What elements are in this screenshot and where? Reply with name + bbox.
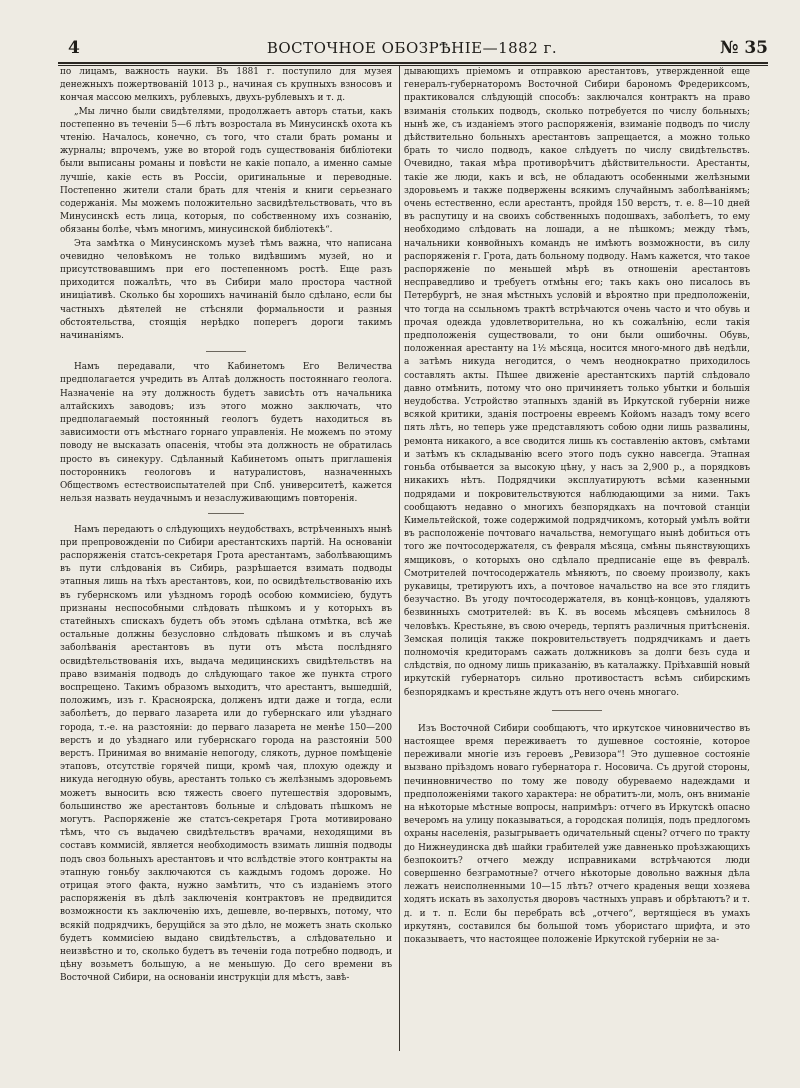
newspaper-title: ВОСТОЧНОЕ ОБОЗРѢНІЕ—1882 г. — [266, 39, 558, 57]
article-paragraph: дывающихъ пріемомъ и отправкою арестантовъ, утвержденной еще генералъ-губернаторомъ Восточной Сибири барономъ Фредериксомъ, практиковался слѣдующій способъ: заключался контрактъ на право взиманія стольких подводъ, сколько потребуется по числу больныхъ; нынѣ же, съ изданіемъ этого распоряженія, взиманіе подводъ по числу дѣйствительно больныхъ арестантовъ запрещается, а можно только брать то число подводъ, какое слѣдуетъ по числу свидѣтельствъ. Очевидно, такая мѣра противорѣчитъ дѣйствительности. Арестанты, такіе же люди, какъ и всѣ, не обладаютъ особенными желѣзными здоровьемъ и также подвержены всякимъ случайнымъ заболѣваніямъ; очень естественно, если арестантъ, пройдя 150 верстъ, т. е. 8—10 дней въ распутицу и на своихъ собственныхъ подошвахъ, заболѣетъ, то ему необходимо слѣдовать на лошади, а не пѣшкомъ; между тѣмъ, начальники конвойныхъ командъ не имѣютъ возможности, въ силу распоряженія г. Грота, дать больному подводу. Намъ кажется, что такое распоряженіе по меньшей мѣрѣ въ отношеніи арестантовъ несправедливо и требуетъ отмѣны его; такъ какъ оно писалось въ Петербургѣ, не зная мѣстныхъ условій и вѣроятно при предположеніи, что тогда на ссыльномъ трактѣ встрѣчаются очень часто и что обувь и прочая одежда удовлетворительна, но къ сожалѣнію, если такія предположенія существовали, то они были ошибочны. Обувь, положенная арестанту на 1½ мѣсяца, носится много-много двѣ недѣли, а затѣмъ никуда негодится, о чемъ неоднократно приходилось составлять акты. Пѣшее движеніе арестантскихъ партій слѣдовало давно отмѣнить, потому что оно причиняетъ только убытки и большія неудобства. Устройство этапныхъ зданій въ Иркутской губерніи ниже всякой критики, зданія построены евреемъ Койомъ назадъ тому всего пять лѣтъ, но теперь уже представляютъ собою одни лишь развалины, ремонта никакого, а все сводится лишь къ составленію актовъ, смѣтами и затѣмъ къ складыванію всего этого подъ сукно навсегда. Этапная гоньба отбывается за высокую цѣну, у насъ за 2,900 р., а порядковъ никакихъ нѣтъ. Подрядчики эксплуатируютъ всѣми казенными подрядами и покровительствуются наблюдающими за ними. Такъ сообщаютъ недавно о многихъ безпорядкахъ на почтовой станціи Кимельтейской, тоже содержимой подрядчикомъ, который умѣлъ войти въ расположеніе почтоваго начальства, немогущаго нынѣ добиться отъ того же почтосодержателя, съ февраля мѣсяца, смѣны пьянствующихъ ямщиковъ, о которыхъ оно сдѣлало предписаніе еще въ февралѣ. Смотрителей почтосодержатель мѣняютъ, по своему произволу, какъ рукавицы, третируютъ ихъ, а почтовое начальство на все это глядитъ безучастно. Въ угоду почтосодержателя, въ концѣ-концовъ, удаляютъ безвинныхъ смотрителей: въ К. въ восемь мѣсяцевъ смѣнилось 8 человѣкъ. Крестьяне, въ свою очередь, терпятъ различныя притѣсненія. Земская полиція также покровительствуетъ подрядчикамъ и даетъ полномочія кредиторамъ сажать должниковъ за долги безъ суда и слѣдствія, по одному лишь приказанію, въ каталажку. Пріѣхавшій новый иркутскій губернаторъ сильно противостастъ всѣмъ сибирскимъ безпорядкамъ и крестьяне ждутъ отъ него очень многаго. — [404, 67, 750, 698]
page-number: 4 — [68, 38, 80, 58]
section-separator — [206, 351, 246, 352]
left-column — [60, 66, 392, 986]
article-paragraph: по лицамъ, важность науки. Въ 1881 г. поступило для музея денежныхъ пожертвованій 1013 р., начиная съ крупныхъ взносовъ и кончая массою мелкихъ, рублевыхъ, двухъ-рублевыхъ и т. д. — [60, 67, 392, 104]
article-paragraph: Намъ передавали, что Кабинетомъ Его Величества предполагается учредить въ Алтаѣ должность постояннаго геолога. Назначеніе на эту должность будетъ зависѣть отъ начальника алтайскихъ заводовъ; изъ этого можно заключать, что предполагаемый постоянный геологъ будетъ находиться въ зависимости отъ мѣстнаго горнаго управленія. Не можемъ по этому поводу не высказать опасенія, чтобы эта должность не обратилась просто въ синекуру. Сдѣланный Кабинетомъ опытъ приглашенія посторонникъ геологовъ и натуралистовъ, назначенныхъ Обществомъ естествоиспытателей при Спб. университетѣ, кажется нельзя назвать неудачнымъ и незаслуживающимъ повторенія. — [60, 362, 392, 505]
section-separator — [208, 513, 244, 514]
article-paragraph: „Мы лично были свидѣтелями, продолжаетъ авторъ статьи, какъ постепенно въ теченіи 5—6 лѣтъ возростала въ Минусинскѣ охота къ чтенію. Началось, конечно, съ того, что стали брать романы и журналы; впрочемъ, уже во второй годъ существованія библіотеки были выписаны романы и повѣсти не какіе попало, а именно самые лучшіе, какіе есть въ Россіи, оригинальные и переводные. Постепенно жители стали брать для чтенія и книги серьезнаго содержанія. Мы можемъ положительно засвидѣтельствовать, что въ Минусинскѣ есть лица, которыя, по собственному ихъ сознанію, обязаны болѣе, чѣмъ многимъ, минусинской библіотекѣ“. — [60, 106, 392, 236]
column-divider — [399, 66, 400, 1051]
right-column — [404, 66, 750, 947]
page-header — [56, 38, 768, 60]
section-separator — [552, 710, 602, 711]
article-paragraph: Изъ Восточной Сибири сообщаютъ, что иркутское чиновничество въ настоящее время переживаетъ то душевное состояніе, которое переживали многіе изъ героевъ „Ревизора“! Это душевное состояніе вызвано пріѣздомъ новаго губернатора г. Носовича. Съ другой стороны, печинновничество по тому же поводу обуреваемо надеждами и предположеніями такого характера: не обратитъ-ли, молъ, онъ вниманіе на нѣкоторые мѣстные вопросы, напримѣръ: отчего въ Иркутскѣ опасно вечеромъ на улицу показываться, а городская полиція, подъ предлогомъ охраны населенія, разыгрываетъ одичательный сцены? отчего по тракту до Нижнеудинска двѣ шайки грабителей уже давненько проѣзжающихъ безпокоитъ? отчего между исправниками встрѣчаются люди совершенно безграмотные? отчего нѣкоторые довольно важныя дѣла лежатъ неисполненными 10—15 лѣтъ? отчего краденыя вещи хозяева ходятъ искать въ захолустья дворовъ частныхъ управъ и обрѣтаютъ? и т. д. и т. п. Если бы перебрать всѣ „отчего“, вертящіеся въ умахъ иркутянъ, составился бы большой томъ убористаго шрифта, и это показываетъ, что настоящее положеніе Иркутской губерніи не за- — [404, 723, 750, 945]
article-paragraph: Намъ передаютъ о слѣдующихъ неудобствахъ, встрѣченныхъ нынѣ при препровожденіи по Сибири арестантскихъ партій. На основаніи распоряженія статсъ-секретаря Грота арестантамъ, заболѣвающимъ въ пути слѣдованія въ Сибирь, разрѣшается взимать подводы этапныя лишь на тѣхъ арестантовъ, кои, по освидѣтельствованію ихъ въ губернскомъ или уѣздномъ городѣ особою коммисіею, будутъ признаны неспособными слѣдовать пѣшкомъ и у которыхъ въ статейныхъ спискахъ будетъ объ этомъ сдѣлана отмѣтка, всѣ же остальные должны безусловно слѣдовать пѣшкомъ и въ случаѣ заболѣванія арестантовъ въ пути отъ мѣста послѣдняго освидѣтельствованія ихъ, выдача медицинскихъ свидѣтельствъ на право взиманія подводъ до слѣдующаго такое же пункта строго воспрещено. Такимъ образомъ выходитъ, что арестантъ, вышедшій, положимъ, изъ г. Красноярска, долженъ идти даже и тогда, если заболѣетъ, до перваго лазарета или до губернскаго или уѣзднаго города, т.-е. на разстояніи: до перваго лазарета не менѣе 150—200 верстъ и до уѣзднаго или губернскаго города на разстояніи 500 верстъ. Принимая во вниманіе непогоду, слякоть, дурное помѣщеніе этаповъ, отсутствіе горячей пищи, кромѣ чая, плохую одежду и никуда негодную обувь, арестантъ только съ желѣзнымъ здоровьемъ можетъ выносить всю тяжесть своего путешествія здоровымъ, большинство же арестантовъ больные и слѣдовать пѣшкомъ не могутъ. Распоряженіе же статсъ-секретаря Грота мотивировано тѣмъ, что съ выдачею свидѣтельствъ врачами, неходящими въ составъ коммисій, является необходимость взимать лишнія подводы подъ своз больныхъ арестантовъ и что вслѣдствіе этого контракты на этапную гоньбу заключаются съ каждымъ годомъ дороже. Но отрицая этого факта, нужно замѣтить, что съ изданіемъ этого распоряженія въ дѣлѣ заключенія контрактовъ не предвидится возможности къ заключенію ихъ, дешевле, во-первыхъ, потому, что всякій подрядчикъ, берущійся за это дѣло, не можетъ знать сколько будетъ коммисіею выдано свидѣтельствъ, а слѣдовательно и неизвѣстно и то, сколько будетъ въ теченіи года потребно подводъ, и цѣну возьметъ большую, а не меньшую. До сего времени въ Восточной Сибири, на основаніи инструкціи для мѣстъ, завѣ- — [60, 524, 392, 984]
article-paragraph: Эта замѣтка о Минусинскомъ музеѣ тѣмъ важна, что написана очевидно человѣкомъ не только видѣвшимъ музей, но и присутствовавшимъ при его постепенномъ ростѣ. Еще разъ приходится пожалѣть, что въ Сибири мало простора частной иниціативѣ. Сколько бы хорошихъ начинаній было сдѣлано, если бы частныхъ дѣятелей не стѣсняли формальности и разныя обстоятельства, стоящія нерѣдко поперегъ дороги такимъ начинаніямъ. — [60, 238, 392, 342]
issue-number: № 35 — [719, 38, 768, 58]
